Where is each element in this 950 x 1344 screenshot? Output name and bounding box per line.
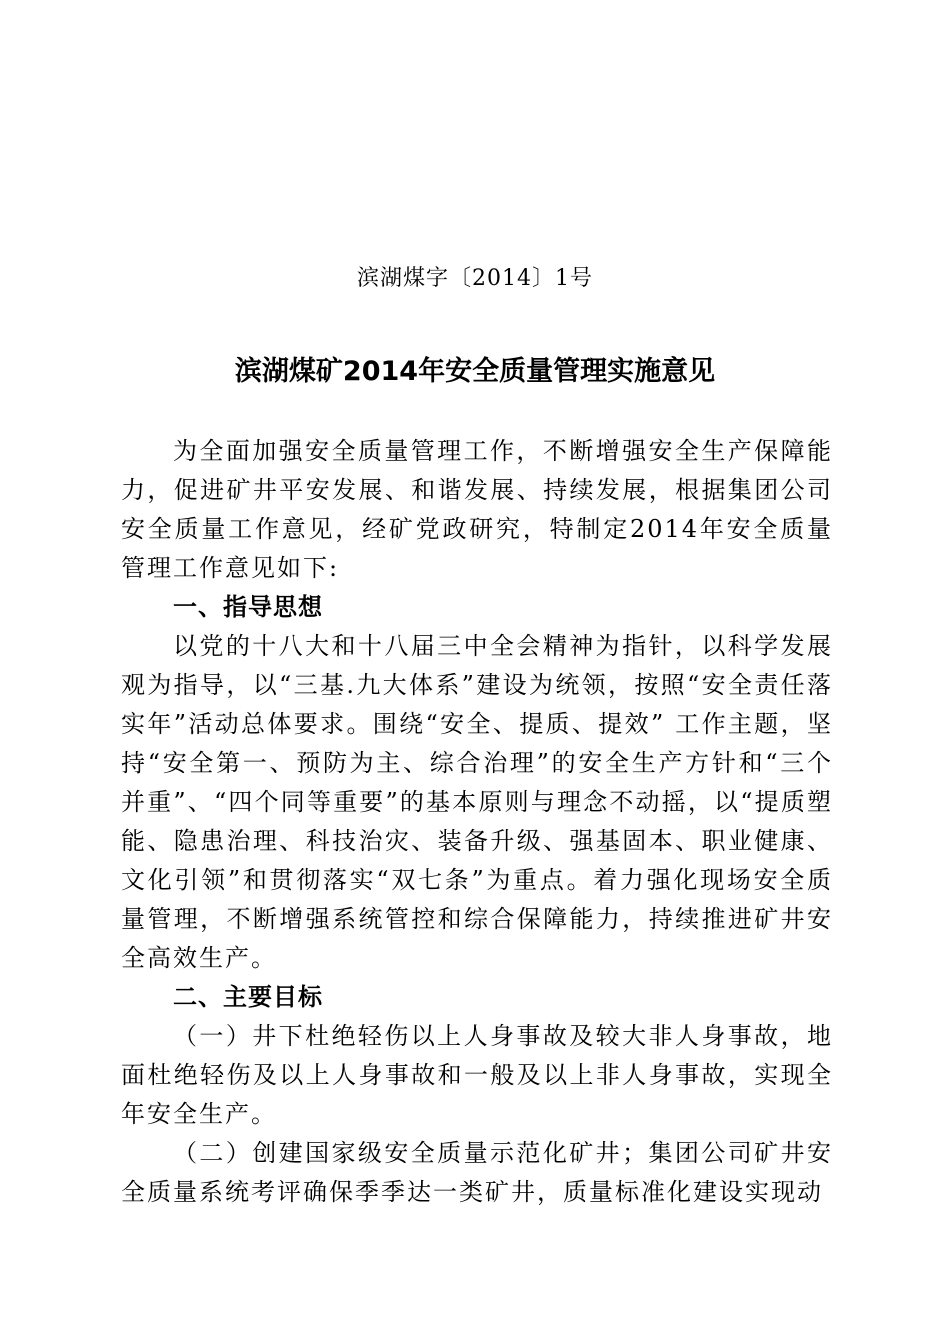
document-number: 滨湖煤字〔2014〕1号 (357, 266, 593, 291)
intro-paragraph: 为全面加强安全质量管理工作，不断增强安全生产保障能力，促进矿井平安发展、和谐发展、持续发展，根据集团公司安全质量工作意见，经矿党政研究，特制定2014年安全质量管理工作意见如下: (121, 437, 833, 582)
section-heading-main-goals: 二、主要目标 (173, 983, 323, 1011)
document-title: 滨湖煤矿2014年安全质量管理实施意见 (234, 356, 716, 387)
goal-item-1: （一）井下杜绝轻伤以上人身事故及较大非人身事故，地面杜绝轻伤及以上人身事故和一般及以上非人身事故，实现全年安全生产。 (121, 1022, 833, 1128)
section-heading-guiding-ideology: 一、指导思想 (173, 593, 323, 621)
guiding-ideology-paragraph: 以党的十八大和十八届三中全会精神为指针，以科学发展观为指导，以“三基.九大体系”建设为统领，按照“安全责任落实年”活动总体要求。围绕“安全、提质、提效” 工作主题，坚持“安全第一、预防为主、综合治理”的安全生产方针和“三个并重”、“四个同等重要”的基本原则与理念不动摇，以“提质塑能、隐患治理、科技治灾、装备升级、强基固本、职业健康、文化引领”和贯彻落实“双七条”为重点。着力强化现场安全质量管理，不断增强系统管控和综合保障能力，持续推进矿井安全高效生产。 (121, 632, 833, 972)
document-body (121, 432, 833, 1212)
goal-item-2: （二）创建国家级安全质量示范化矿井；集团公司矿井安全质量系统考评确保季季达一类矿井，质量标准化建设实现动 (121, 1139, 833, 1206)
